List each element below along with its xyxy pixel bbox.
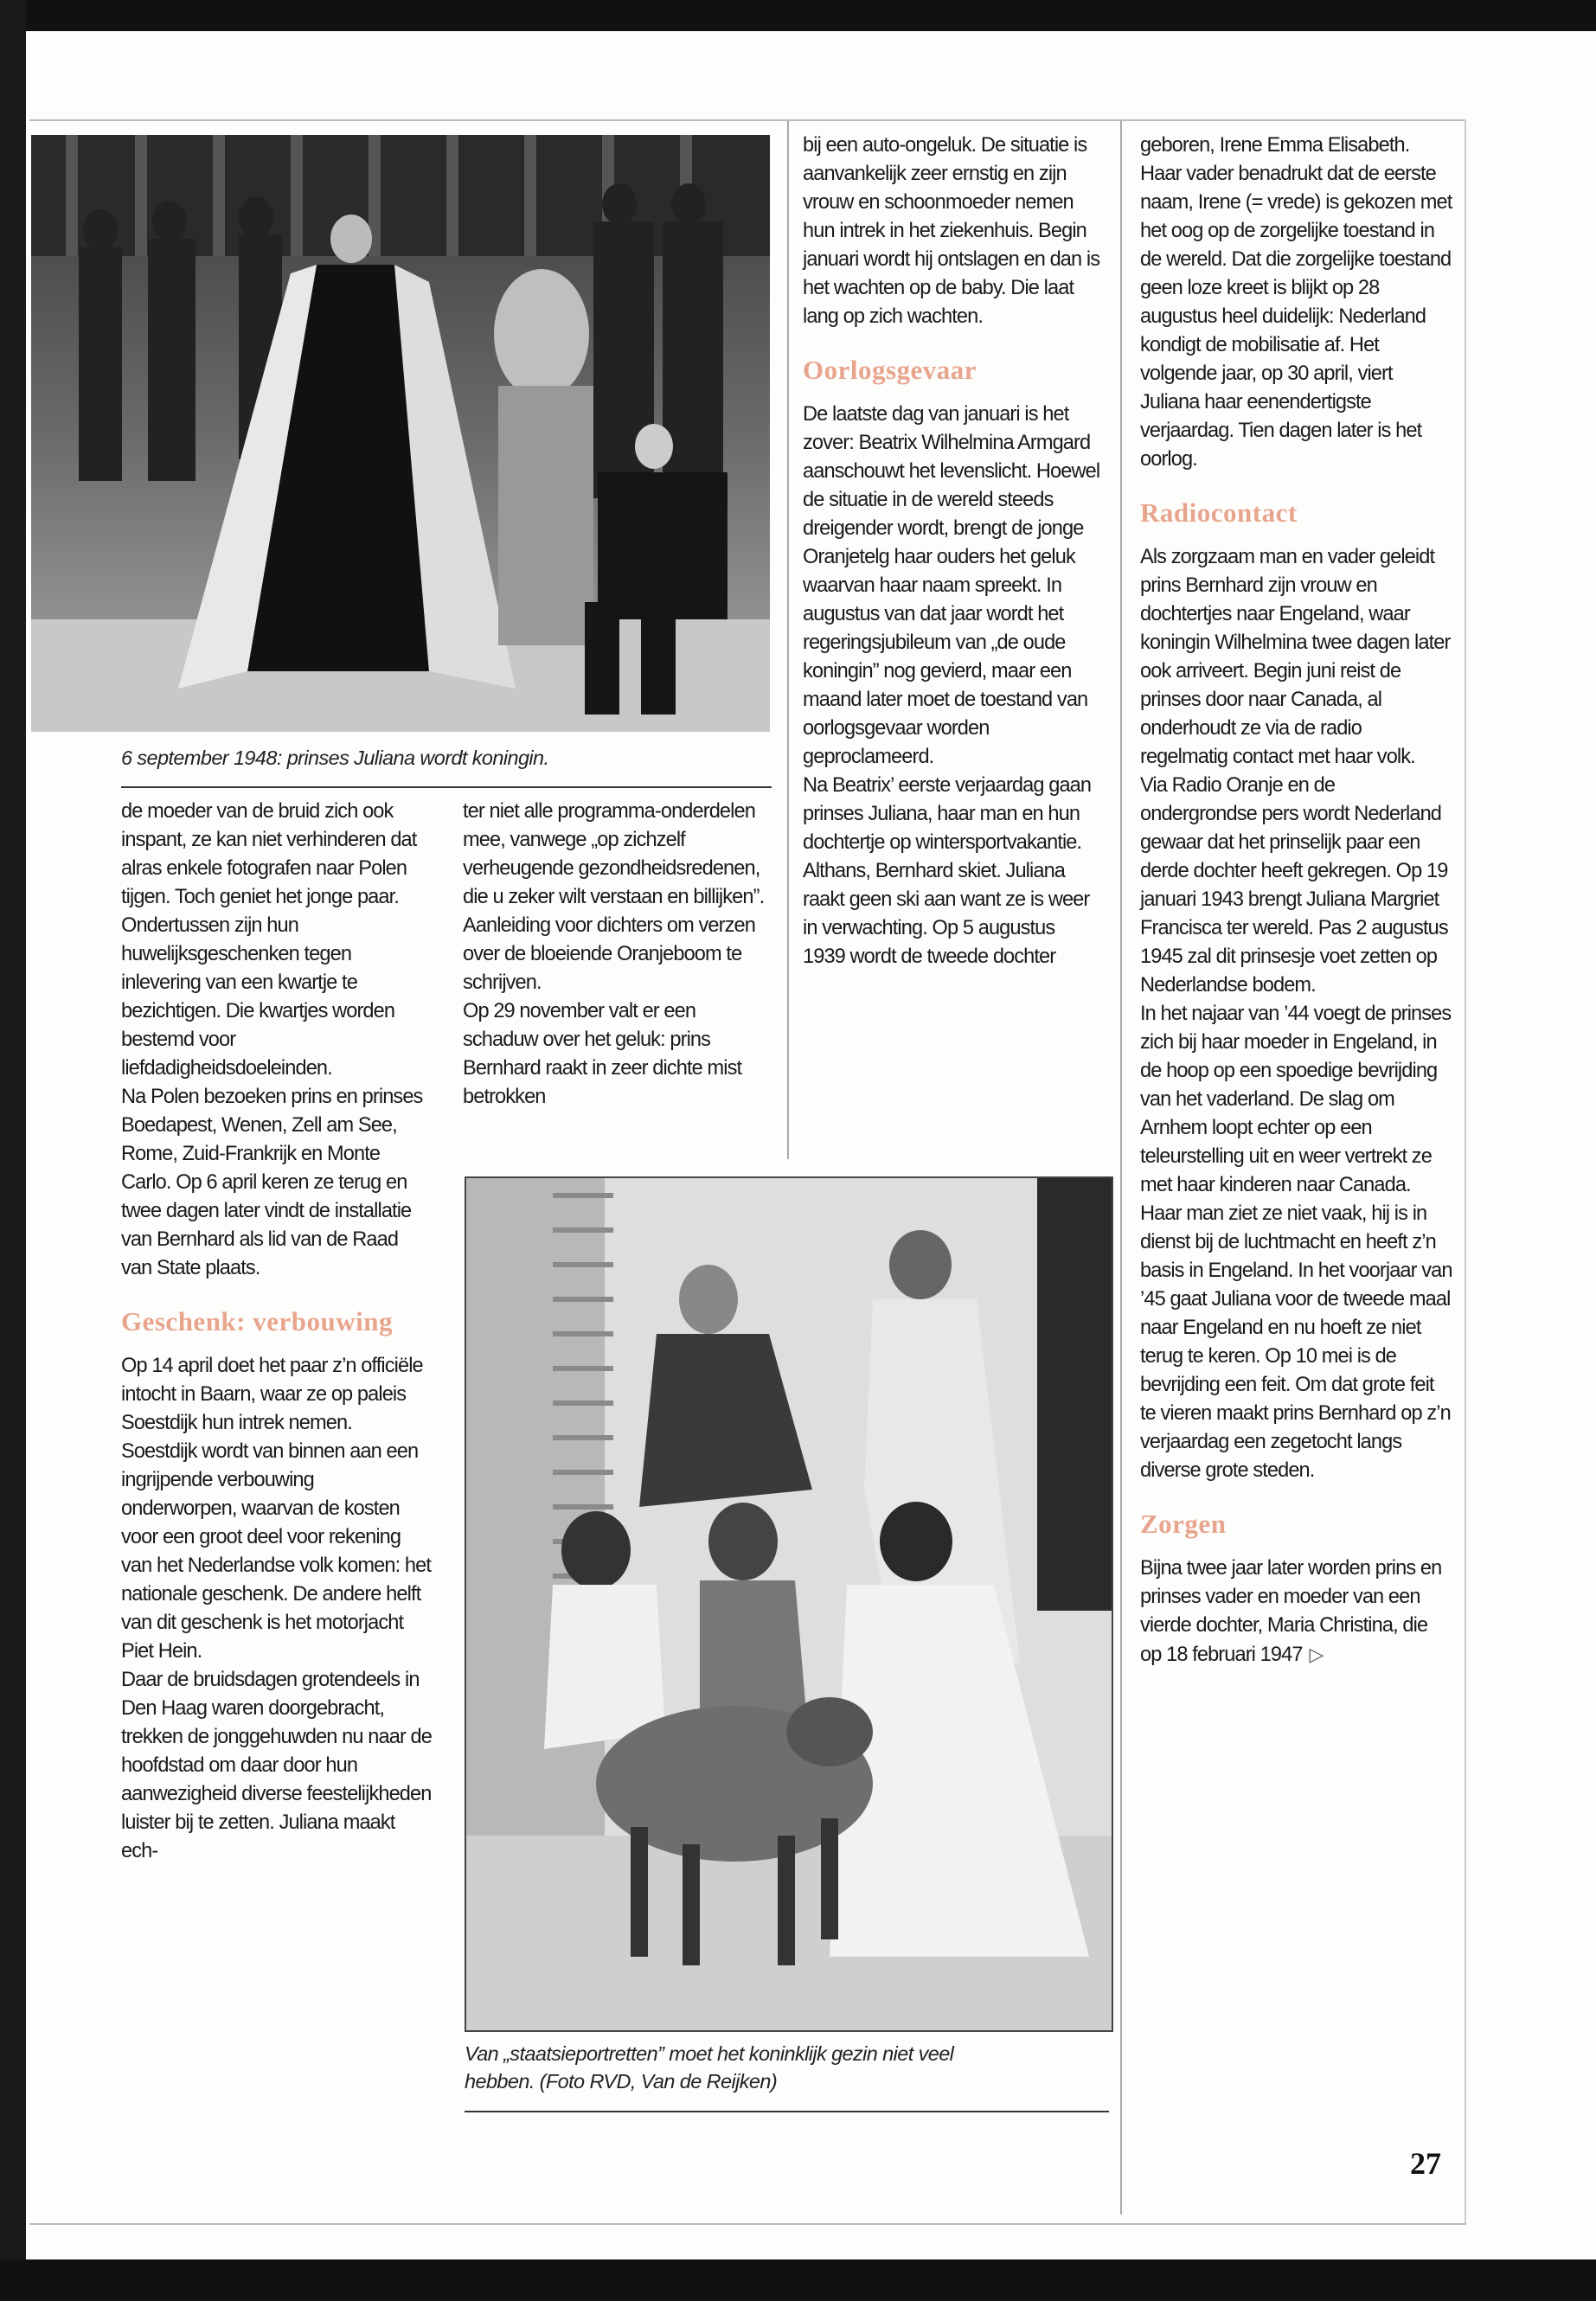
paragraph: ter niet alle programma-onderdelen mee, vanwege „op zichzelf verheugende gezondheidsredenen, die u zeker wilt verstaan en billijken”. Aanleiding voor dichters om verzen over de bloeiende Oranjeboom te schrijven.: [463, 800, 765, 994]
paragraph: De laatste dag van januari is het zover: Beatrix Wilhelmina Armgard aanschouwt het levenslicht. Hoewel de situatie in de wereld steeds dreigender wordt, brengt de jonge Oranjetelg haar ouders het geluk waarvan haar naam spreekt. In augustus van dat jaar wordt het regeringsjubileum van „de oude koningin” nog gevierd, maar een maand later moet de toestand van oorlogsgevaar worden geproclameerd.: [803, 403, 1100, 768]
photo-caption: 6 september 1948: prinses Juliana wordt koningin.: [121, 747, 549, 769]
frame-line: [1465, 119, 1466, 2225]
section-heading: Radiocontact: [1140, 497, 1298, 528]
paragraph: Op 14 april doet het paar z’n officiële intocht in Baarn, waar ze op paleis Soestdijk hun intrek nemen. Soestdijk wordt van binnen aan een ingrijpende verbouwing onderworpen, waarvan de kosten voor een groot deel voor rekening van het Nederlandse volk komen: het nationale geschenk. De andere helft van dit geschenk is het motorjacht Piet Hein.: [121, 1355, 432, 1663]
scan-border-left: [0, 0, 26, 2301]
paragraph: Haar man ziet ze niet vaak, hij is in dienst bij de luchtmacht en heeft z’n basis in Engeland. In het voorjaar van ’45 gaat Juliana voor de tweede maal naar Engeland en nu hoeft ze niet terug te keren. Op 10 mei is de bevrijding een feit. Om dat grote feit te vieren maakt prins Bernhard op z’n verjaardag een zegetocht langs diverse grote steden.: [1140, 1202, 1452, 1482]
photo-family: [465, 1176, 1113, 2032]
frame-line: [29, 2223, 1466, 2225]
scan-border-top: [0, 0, 1596, 31]
photo-inauguration: [31, 135, 770, 732]
section-heading: Oorlogsgevaar: [803, 355, 977, 385]
section-heading: Zorgen: [1140, 1509, 1227, 1539]
frame-line: [29, 119, 1466, 121]
text-column-4: [1140, 131, 1453, 1670]
section-heading: Geschenk: verbouwing: [121, 1306, 393, 1336]
caption-line: Van „staatsieportretten” moet het koninklijk gezin niet veel: [465, 2042, 954, 2065]
paragraph: Als zorgzaam man en vader geleidt prins Bernhard zijn vrouw en dochtertjes naar Engeland, waar koningin Wilhelmina twee dagen later ook arriveert. Begin juni reist de prinses door naar Canada, al onderhoudt ze via de radio regelmatig contact met haar volk.: [1140, 546, 1451, 768]
paragraph: Via Radio Oranje en de ondergrondse pers wordt Nederland gewaar dat het prinselijk paar een derde dochter heeft gekregen. Op 19 januari 1943 brengt Juliana Margriet Francisca ter wereld. Pas 2 augustus 1945 zal dit prinsesje voet zetten op Nederlandse bodem.: [1140, 774, 1448, 997]
paragraph-text: Bijna twee jaar later worden prins en prinses vader en moeder van een vierde dochter, Maria Christina, die op 18 februari 1947: [1140, 1557, 1442, 1666]
column-rule: [787, 121, 789, 1159]
paragraph: In het najaar van ’44 voegt de prinses zich bij haar moeder in Engeland, in de hoop op een spoedige bevrijding van het vaderland. De slag om Arnhem loopt echter op een teleurstelling uit en weer vertrekt ze met haar kinderen naar Canada.: [1140, 1003, 1452, 1196]
paragraph: bij een auto-ongeluk. De situatie is aanvankelijk zeer ernstig en zijn vrouw en schoonmoeder nemen hun intrek in het ziekenhuis. Begin januari wordt hij ontslagen en dan is het wachten op de baby. Die laat lang op zich wachten.: [803, 134, 1100, 328]
photo-caption: [465, 2040, 1122, 2095]
caption-line: hebben. (Foto RVD, Van de Reijken): [465, 2070, 778, 2093]
caption-rule: [121, 786, 772, 788]
column-rule: [1120, 121, 1122, 2214]
page-number: 27: [1410, 2146, 1441, 2181]
paragraph: Na Polen bezoeken prins en prinses Boedapest, Wenen, Zell am See, Rome, Zuid-Frankrijk en Monte Carlo. Op 6 april keren ze terug en twee dagen later vindt de installatie van Bernhard als lid van de Raad van State plaats.: [121, 1086, 423, 1279]
text-column-3: [803, 131, 1101, 971]
continue-arrow-icon: ▷: [1309, 1644, 1324, 1665]
paragraph: Op 29 november valt er een schaduw over het geluk: prins Bernhard raakt in zeer dichte mist betrokken: [463, 1000, 742, 1108]
paragraph: Ondertussen zijn hun huwelijksgeschenken tegen inlevering van een kwartje te bezichtigen. Die kwartjes worden bestemd voor liefdadigheidsdoeleinden.: [121, 914, 395, 1080]
text-column-2: [463, 798, 770, 1112]
caption-rule: [465, 2111, 1109, 2112]
text-column-1: [121, 798, 433, 1866]
paragraph: Daar de bruidsdagen grotendeels in Den Haag waren doorgebracht, trekken de jonggehuwden nu naar de hoofdstad om daar door hun aanwezigheid diverse feestelijkheden luister bij te zetten. Juliana maakt ech-: [121, 1669, 432, 1862]
paragraph: [1140, 1554, 1453, 1670]
paragraph: geboren, Irene Emma Elisabeth. Haar vader benadrukt dat de eerste naam, Irene (= vrede) is gekozen met het oog op de zorgelijke toestand in de wereld. Dat die zorgelijke toestand geen loze kreet is blijkt op 28 augustus heel duidelijk: Nederland kondigt de mobilisatie af. Het volgende jaar, op 30 april, viert Juliana haar eenendertigste verjaardag. Tien dagen later is het oorlog.: [1140, 134, 1452, 471]
scan-border-bottom: [0, 2259, 1596, 2301]
paragraph: Na Beatrix’ eerste verjaardag gaan prinses Juliana, haar man en hun dochtertje op wintersportvakantie. Althans, Bernhard skiet. Juliana raakt geen ski aan want ze is weer in verwachting. Op 5 augustus 1939 wordt de tweede dochter: [803, 774, 1092, 968]
paragraph: de moeder van de bruid zich ook inspant, ze kan niet verhinderen dat alras enkele fotografen naar Polen tijgen. Toch geniet het jonge paar.: [121, 800, 417, 908]
